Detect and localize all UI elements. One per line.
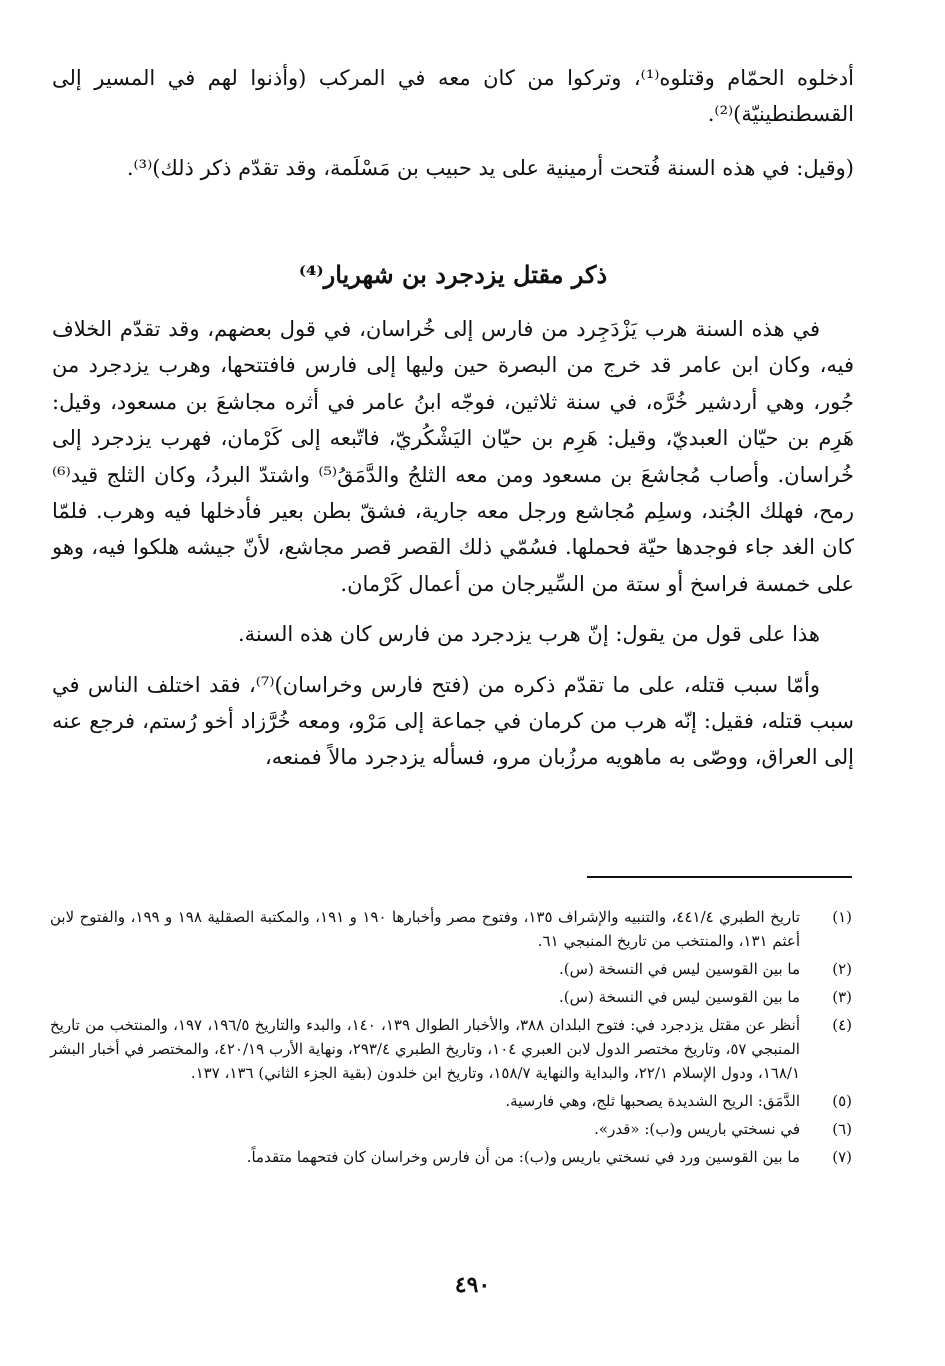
footnote-number: (٦) bbox=[832, 1120, 852, 1138]
section-heading: ذكر مقتل يزدجرد بن شهريار⁽⁴⁾ bbox=[298, 260, 608, 289]
footnote-item bbox=[50, 1145, 852, 1169]
page-number: ٤٩٠ bbox=[454, 1272, 491, 1298]
paragraph-4: هذا على قول من يقول: إنّ هرب يزدجرد من فارس كان هذه السنة. bbox=[237, 622, 820, 647]
footnote-number: (١) bbox=[832, 908, 852, 926]
footnote-number: (٤) bbox=[832, 1016, 852, 1034]
footnote-text: أنظر عن مقتل يزدجرد في: فتوح البلدان ٣٨٨، والأخبار الطوال ١٣٩، ١٤٠، والبدء والتاريخ ١٩٦/٥، ١٩٧، والمنتخب من تاريخ المنبجي ٥٧، وتاريخ مختصر الدول لابن العبري ١٠٤، وتاريخ الطبري ٢٩٣/٤، ونهاية الأرب ٤٢٠/١٩، والمختصر في أخبار البشر ١٦٨/١، ودول الإسلام ٢٢/١، والبداية والنهاية ١٥٨/٧، وتاريخ ابن خلدون (بقية الجزء الثاني) ١٣٦، ١٣٧. bbox=[50, 1016, 801, 1082]
footnote-separator bbox=[587, 876, 852, 878]
footnotes bbox=[50, 905, 852, 1173]
footnote-text: ما بين القوسين ليس في النسخة (س). bbox=[559, 960, 800, 978]
footnote-text: الدَّمَق: الريح الشديدة يصحبها ثلج، وهي فارسية. bbox=[505, 1092, 800, 1110]
footnote-text: ما بين القوسين ورد في نسختي باريس و(ب): من أن فارس وخراسان كان فتحهما متقدماً. bbox=[246, 1148, 800, 1166]
footnote-number: (٢) bbox=[832, 960, 852, 978]
footnote-item bbox=[50, 957, 852, 981]
footnote-number: (٣) bbox=[832, 988, 852, 1006]
paragraph-5: وأمّا سبب قتله، على ما تقدّم ذكره من (فتح فارس وخراسان)⁽⁷⁾، فقد اختلف الناس في سبب قتله، فقيل: إنّه هرب من كرمان في جماعة إلى مَرْو، ومعه خُرَّزاد أخو رُستم، فرجع عنه إلى العراق، ووصّى به ماهويه مرزُبان مرو، فسأله يزدجرد مالاً فمنعه، bbox=[52, 672, 854, 770]
paragraph-2: (وقيل: في هذه السنة فُتحت أرمينية على يد حبيب بن مَسْلَمة، وقد تقدّم ذكر ذلك)⁽³⁾. bbox=[126, 156, 854, 180]
footnote-text: تاريخ الطبري ٤٤١/٤، والتنبيه والإشراف ١٣٥، وفتوح مصر وأخبارها ١٩٠ و ١٩١، والمكتبة الصقلية ١٩٨ و ١٩٩، والفتوح لابن أعثم ١٣١، والمنتخب من تاريخ المنبجي ٦١. bbox=[50, 908, 801, 950]
footnote-item bbox=[50, 1117, 852, 1141]
footnote-item bbox=[50, 905, 852, 953]
footnote-item bbox=[50, 985, 852, 1009]
paragraph-1: أدخلوه الحمّام وقتلوه⁽¹⁾، وتركوا من كان معه في المركب (وأذنوا لهم في المسير إلى القسطنطينيّة)⁽²⁾. bbox=[52, 66, 854, 127]
footnote-number: (٧) bbox=[832, 1148, 852, 1166]
paragraph-3: في هذه السنة هرب يَزْدَجِرد من فارس إلى خُراسان، في قول بعضهم، وقد تقدّم الخلاف فيه، وكان ابن عامر قد خرج من البصرة حين وليها إلى فارس فافتتحها، وهرب يزدجرد من جُور، وهي أردشير خُرَّه، في سنة ثلاثين، فوجّه ابنُ عامر في أثره مجاشعَ بن مسعود، وقيل: هَرِم بن حيّان العبديّ، وقيل: هَرِم بن حيّان اليَشْكُريّ، فاتّبعه إلى كَرْمان، فهرب يزدجرد إلى خُراسان. وأصاب مُجاشعَ بن مسعود ومن معه الثلجُ والدَّمَقُ⁽⁵⁾ واشتدّ البردُ، وكان الثلج قيد⁽⁶⁾ رمح، فهلك الجُند، وسلِم مُجاشع ورجل معه جارية، فشقّ بطن بعير فأدخلها فيه وهرب. فلمّا كان الغد جاء فوجدها حيّة فحملها. فسُمّي ذلك القصر قصر مجاشع، لأنّ جيشه هلكوا فيه، وهو على خمسة فراسخ أو ستة من السِّيرجان من أعمال كَرْمان. bbox=[52, 317, 854, 596]
footnote-item bbox=[50, 1089, 852, 1113]
footnote-number: (٥) bbox=[832, 1092, 852, 1110]
main-text bbox=[52, 60, 854, 776]
footnote-text: في نسختي باريس و(ب): «قدر». bbox=[594, 1120, 800, 1138]
footnote-text: ما بين القوسين ليس في النسخة (س). bbox=[559, 988, 800, 1006]
footnote-item bbox=[50, 1013, 852, 1085]
